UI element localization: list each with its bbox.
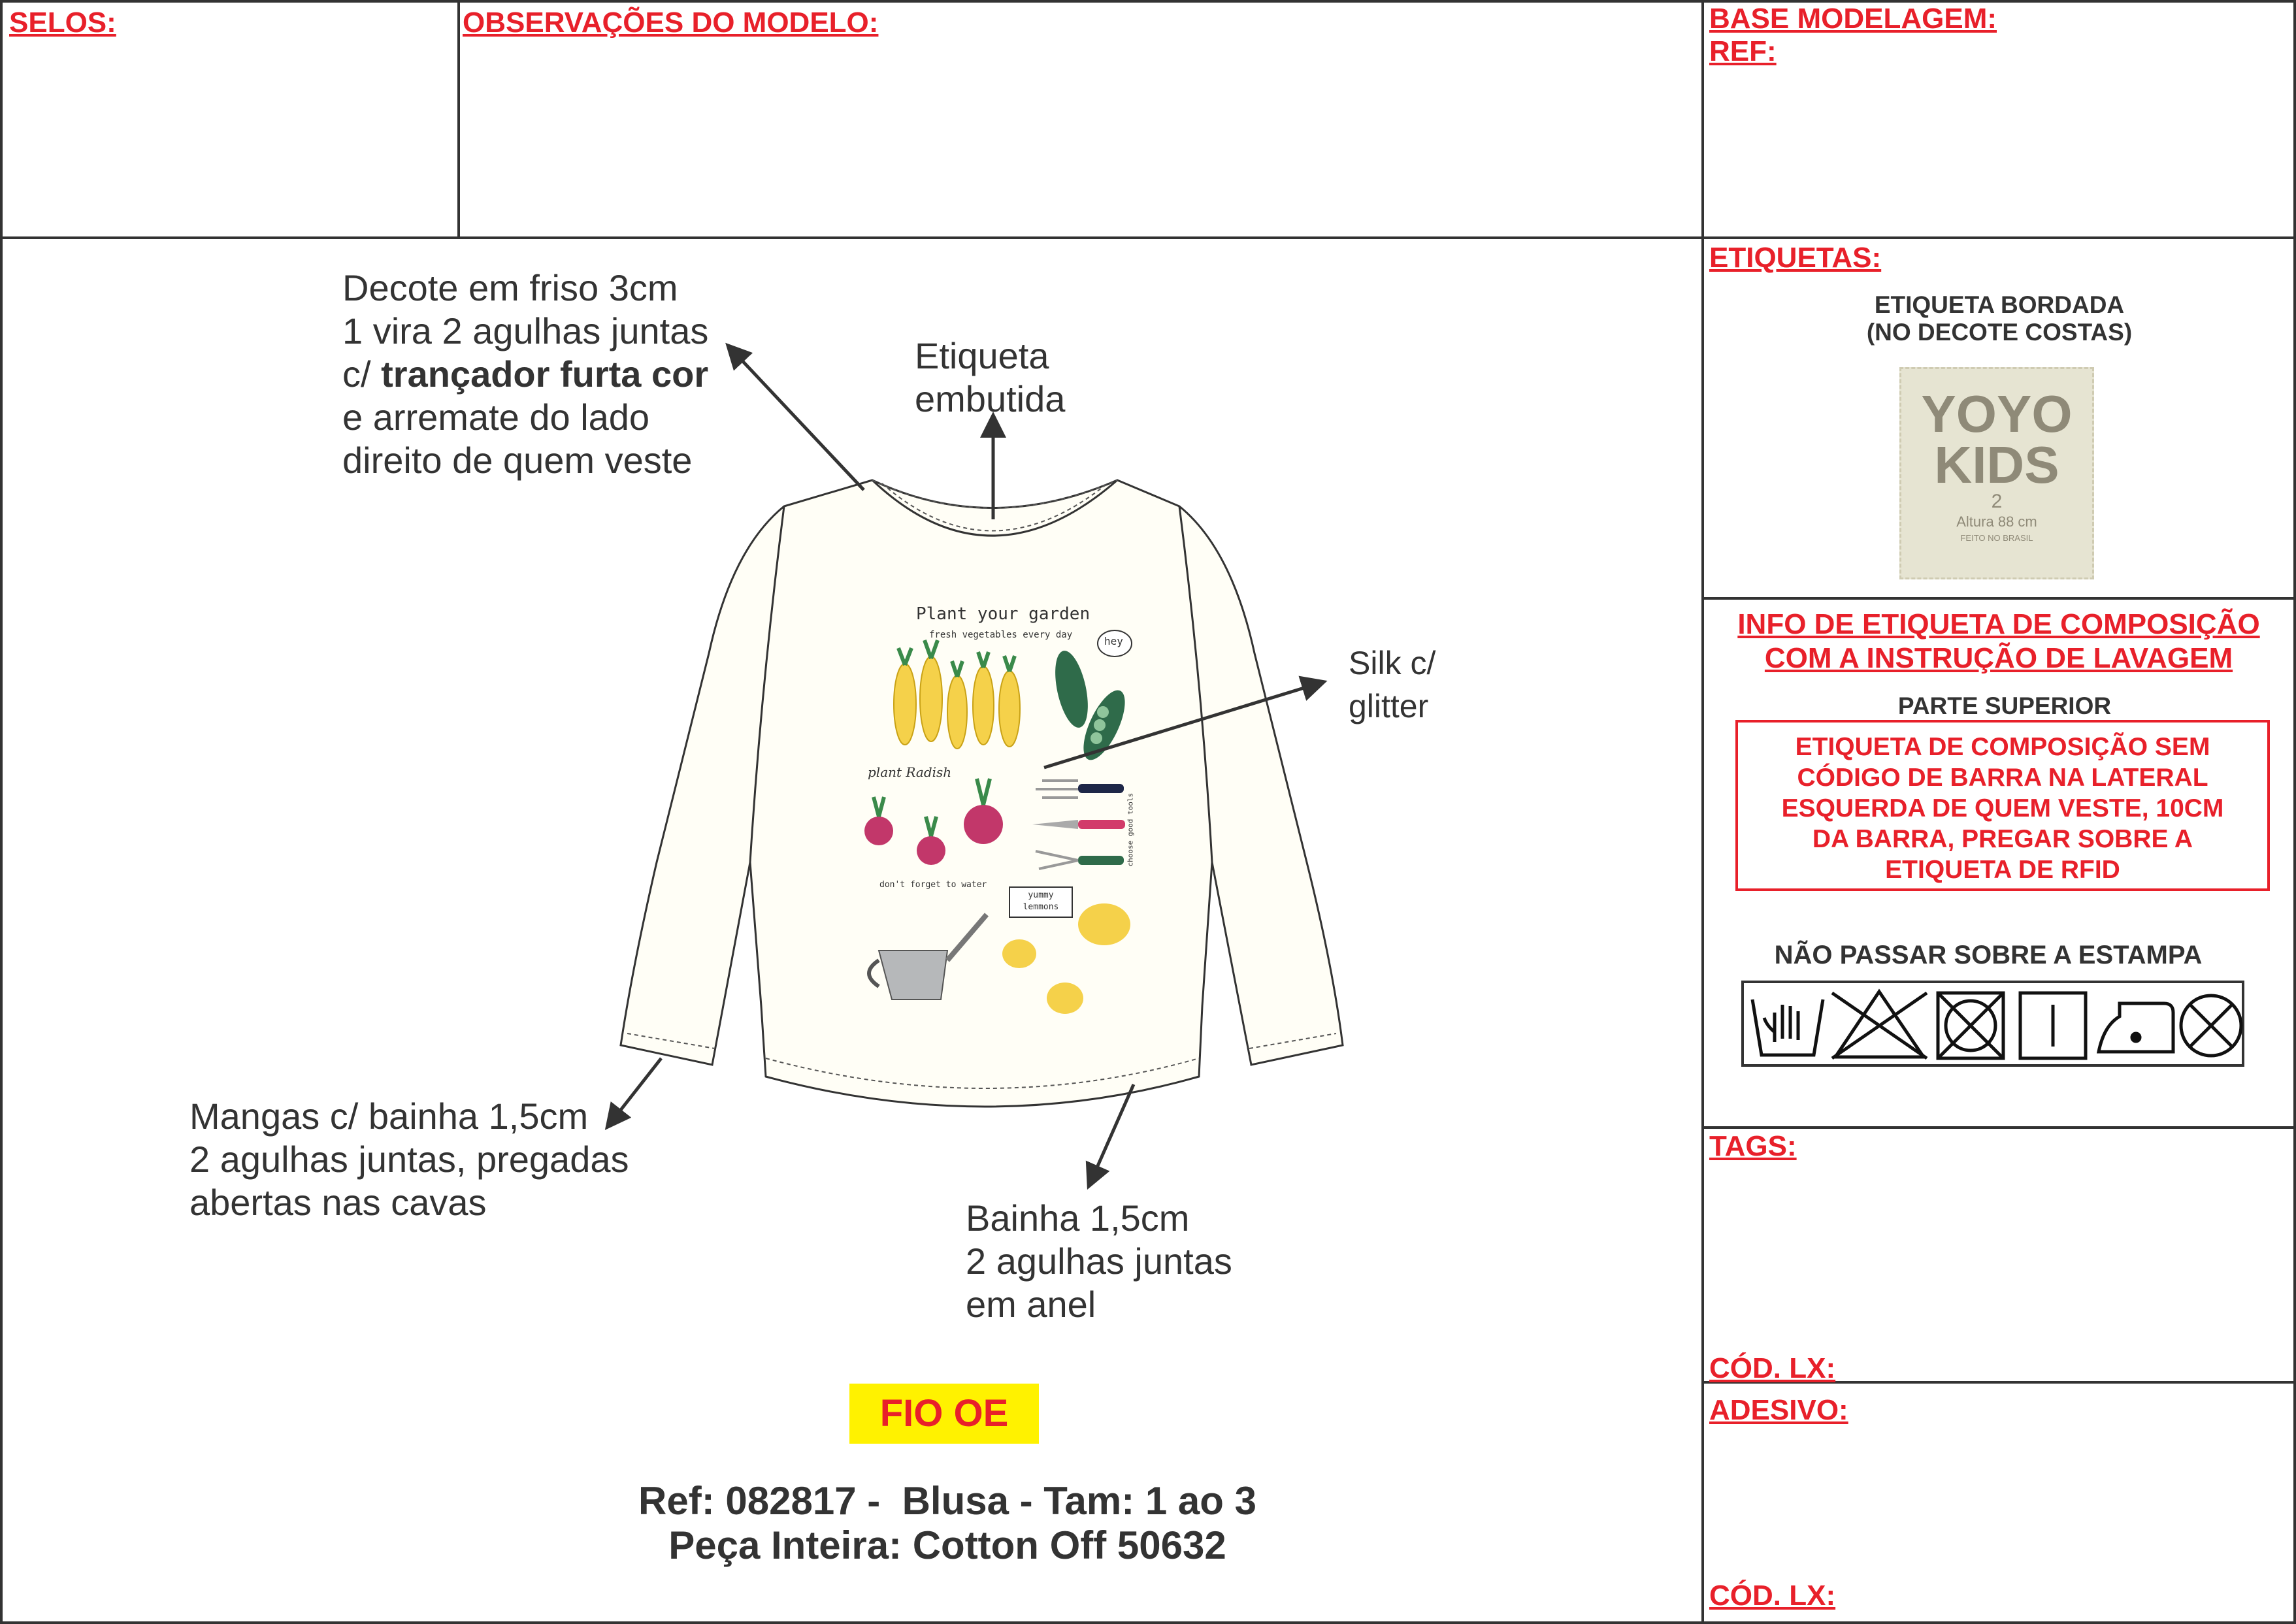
info-composicao-title (1704, 608, 2293, 675)
decote-line-3-prefix: c/ (342, 353, 382, 395)
label-size: 2 (1991, 491, 2003, 512)
mangas-line-1: Mangas c/ bainha 1,5cm (189, 1096, 589, 1137)
tags-box (1701, 1126, 2296, 1384)
print-tools-text: choose good tools (1126, 792, 1135, 867)
silk-line-1: Silk c/ (1349, 645, 1436, 681)
label-brand-line-1: YOYO (1921, 385, 2073, 443)
cod-lx-label-1: CÓD. LX: (1709, 1352, 1836, 1384)
print-radish-text: plant Radish (868, 764, 952, 780)
parte-superior: PARTE SUPERIOR (1897, 692, 2112, 719)
care-symbols (1741, 980, 2245, 1067)
mangas-arrow (609, 1058, 661, 1125)
label-made-in: FEITO NO BRASIL (1960, 533, 2033, 543)
decote-line-3-bold: trançador furta cor (381, 353, 709, 395)
print-title: Plant your garden (916, 604, 1091, 624)
label-brand-line-2: KIDS (1934, 436, 2059, 494)
bainha-line-2: 2 agulhas juntas (966, 1241, 1232, 1282)
nao-passar-text: NÃO PASSAR SOBRE A ESTAMPA (1774, 941, 2203, 969)
etiqueta-bordada-line-2: (NO DECOTE COSTAS) (1866, 319, 2133, 346)
info-line-2: COM A INSTRUÇÃO DE LAVAGEM (1764, 642, 2233, 674)
base-modelagem-label: BASE MODELAGEM: (1709, 3, 1997, 35)
composicao-line-4: DA BARRA, PREGAR SOBRE A (1812, 825, 2193, 853)
etiqueta-line-2: embutida (915, 378, 1066, 419)
decote-line-5: direito de quem veste (342, 440, 693, 481)
print-lemons-text (1009, 890, 1072, 913)
selos-label: SELOS: (9, 7, 116, 39)
cod-lx-label-2: CÓD. LX: (1709, 1580, 1836, 1612)
bainha-line-3: em anel (966, 1284, 1096, 1325)
composicao-box-red (1735, 720, 2270, 891)
composicao-line-3: ESQUERDA DE QUEM VESTE, 10CM (1781, 794, 2224, 822)
composicao-line-2: CÓDIGO DE BARRA NA LATERAL (1797, 764, 2208, 792)
etiquetas-label: ETIQUETAS: (1709, 242, 1882, 274)
mangas-line-2: 2 agulhas juntas, pregadas (189, 1139, 629, 1180)
fio-badge: FIO OE (849, 1384, 1039, 1444)
footer-ref (457, 1479, 1437, 1568)
observacoes-label: OBSERVAÇÕES DO MODELO: (463, 7, 879, 39)
footer-line-2: Peça Inteira: Cotton Off 50632 (668, 1523, 1226, 1567)
print-water-text: don't forget to water (879, 880, 987, 890)
label-height: Altura 88 cm (1956, 513, 2037, 530)
ref-label: REF: (1709, 35, 1777, 67)
decote-arrow (730, 348, 864, 490)
composicao-line-1: ETIQUETA DE COMPOSIÇÃO SEM (1795, 733, 2210, 761)
composicao-line-5: ETIQUETA DE RFID (1885, 856, 2120, 884)
decote-line-1: Decote em friso 3cm (342, 267, 678, 308)
print-lemons-line-2: lemmons (1023, 902, 1059, 912)
print-subtitle: fresh vegetables every day (929, 630, 1073, 640)
tags-label: TAGS: (1709, 1130, 1797, 1162)
silk-line-2: glitter (1349, 688, 1429, 724)
etiqueta-bordada-text (1810, 291, 2189, 346)
print-hey: hey (1104, 635, 1123, 647)
base-modelagem-box (1701, 0, 2296, 239)
decote-line-2: 1 vira 2 agulhas juntas (342, 310, 709, 351)
adesivo-label: ADESIVO: (1709, 1394, 1848, 1426)
brand-label-image (1899, 367, 2094, 579)
mangas-line-3: abertas nas cavas (189, 1182, 487, 1223)
etiqueta-line-1: Etiqueta (915, 335, 1049, 376)
etiqueta-bordada-line-1: ETIQUETA BORDADA (1874, 291, 2125, 318)
info-line-1: INFO DE ETIQUETA DE COMPOSIÇÃO (1737, 608, 2260, 640)
footer-line-1: Ref: 082817 - Blusa - Tam: 1 ao 3 (638, 1479, 1256, 1523)
print-lemons-line-1: yummy (1028, 890, 1054, 900)
decote-line-4: e arremate do lado (342, 397, 650, 438)
bainha-line-1: Bainha 1,5cm (966, 1197, 1190, 1239)
